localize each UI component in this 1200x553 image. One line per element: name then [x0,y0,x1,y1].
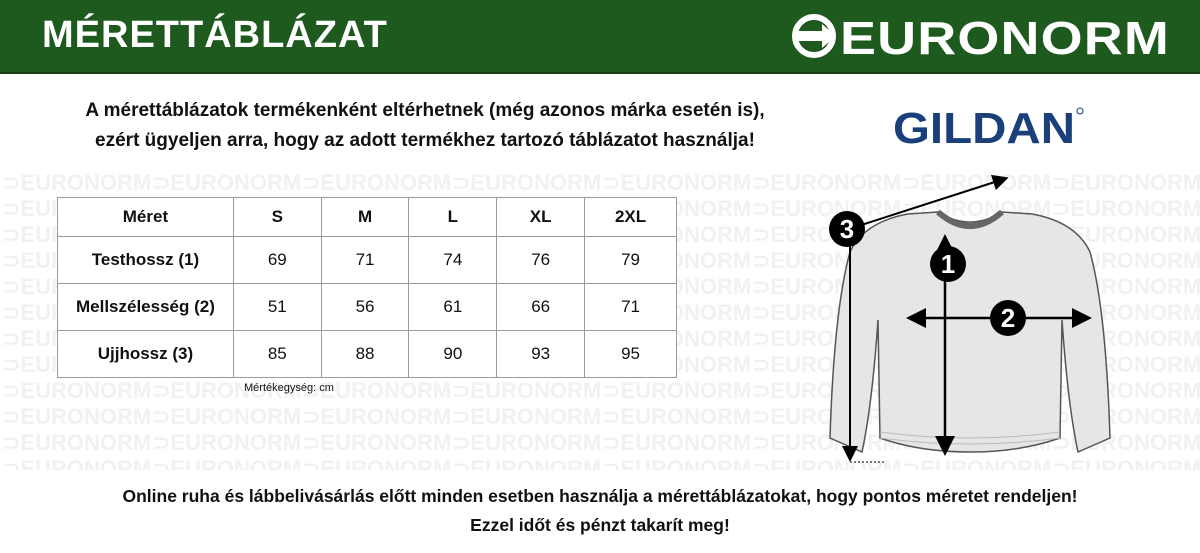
svg-text:3: 3 [839,214,855,244]
footer-text [40,482,1160,540]
table-cell: 51 [233,284,321,331]
notice-text [40,96,810,156]
notice-line-1: A mérettáblázatok termékenként eltérhetnek (még azonos márka esetén is), [85,100,765,121]
size-table [57,197,677,375]
table-cell: 56 [321,284,409,331]
row-label: Mellszélesség (2) [58,284,234,331]
row-label: Ujjhossz (3) [58,331,234,378]
column-header: 2XL [585,198,677,237]
brand-text: EURONORM [840,12,1170,64]
table-cell: 71 [321,237,409,284]
row-label: Testhossz (1) [58,237,234,284]
table-row [58,284,677,331]
table-header-row [58,198,677,237]
table-cell: 74 [409,237,497,284]
page-title: MÉRETTÁBLÁZAT [42,14,388,56]
column-header: L [409,198,497,237]
unit-note: Mértékegység: cm [244,382,334,394]
svg-text:1: 1 [940,249,956,279]
marker-1 [930,246,966,282]
marker-3 [829,211,865,247]
table-cell: 61 [409,284,497,331]
column-header: S [233,198,321,237]
table-row [58,331,677,378]
table-cell: 90 [409,331,497,378]
table-row [58,237,677,284]
svg-text:2: 2 [1000,303,1016,333]
sweatshirt-shape [830,212,1110,452]
sweatshirt-diagram [820,170,1140,470]
table-cell: 71 [585,284,677,331]
table-cell: 93 [497,331,585,378]
header-bar [0,0,1200,74]
table-cell: 66 [497,284,585,331]
column-header: XL [497,198,585,237]
table-cell: 95 [585,331,677,378]
gildan-text: GILDAN [893,104,1075,151]
table-cell: 79 [585,237,677,284]
table-cell: 88 [321,331,409,378]
footer-line-1: Online ruha és lábbelivásárlás előtt minden esetben használja a mérettáblázatokat, hogy pontos méretet rendeljen! [122,486,1078,506]
euronorm-logo [788,8,1178,64]
table-cell: 69 [233,237,321,284]
marker-2 [990,300,1026,336]
footer-line-2: Ezzel időt és pénzt takarít meg! [470,515,730,535]
table-cell: 76 [497,237,585,284]
column-header: Méret [58,198,234,237]
notice-line-2: ezért ügyeljen arra, hogy az adott termékhez tartozó táblázatot használja! [95,130,755,151]
gildan-logo [893,101,1093,151]
table-cell: 85 [233,331,321,378]
column-header: M [321,198,409,237]
